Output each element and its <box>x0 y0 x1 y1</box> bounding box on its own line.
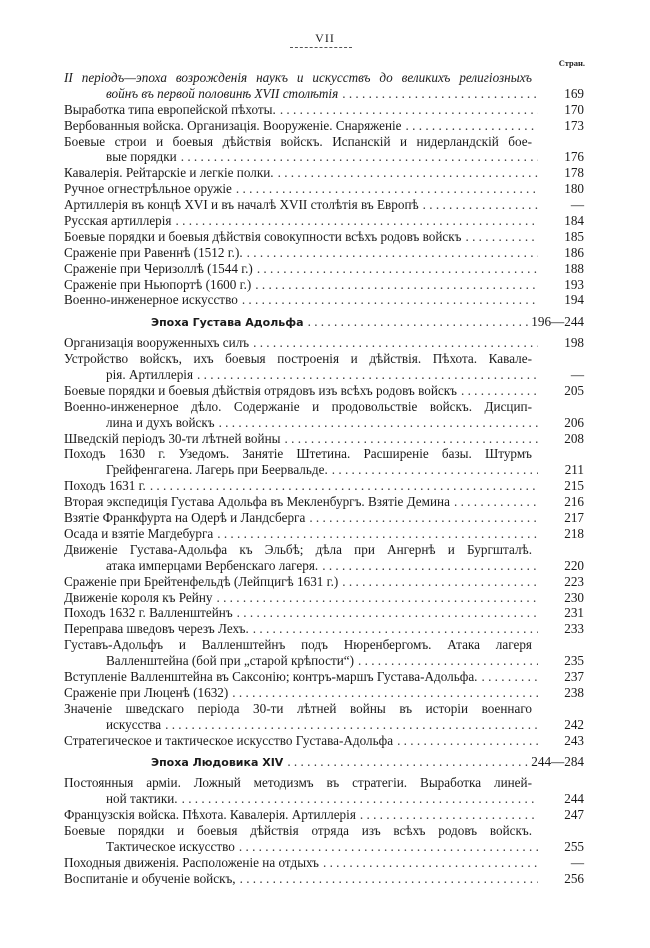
page-number: 184 <box>564 213 584 229</box>
dot-leader <box>309 510 538 526</box>
dot-leader <box>253 335 538 351</box>
page-number: — <box>570 197 584 213</box>
toc-line <box>64 494 584 510</box>
entry-text: Французскія войска. Пѣхота. Кавалерія. Артиллерія <box>64 807 356 823</box>
page-number: 185 <box>564 228 584 244</box>
entry-text: ной тактики. <box>106 791 178 807</box>
entry-text: Боевые порядки и боевыя дѣйствія совокупности всѣхъ родовъ войскъ <box>64 228 462 244</box>
dot-leader <box>181 149 538 165</box>
toc-line <box>64 351 584 367</box>
toc-entry <box>64 70 584 102</box>
page-number: 220 <box>564 557 584 573</box>
entry-text: Вербованныя войска. Организація. Вооруженіе. Снаряженіе <box>64 117 402 133</box>
toc-entry <box>64 871 584 887</box>
toc-entry <box>64 197 584 213</box>
entry-text: войнъ въ первой половинѣ XVII столѣтія <box>106 85 339 101</box>
entry-text: Сраженіе при Ньюпортѣ (1600 г.) <box>64 276 252 292</box>
toc-entry <box>64 446 584 478</box>
toc-line <box>64 558 584 574</box>
dot-leader <box>454 494 538 510</box>
toc-line <box>64 86 584 102</box>
entry-text: Организація вооруженныхъ силъ <box>64 335 250 351</box>
toc-line <box>64 102 584 118</box>
toc-line <box>64 526 584 542</box>
entry-text: Шведскій періодъ 30-ти лѣтней войны <box>64 430 281 446</box>
entry-text: Боевые порядки и боевыя дѣйствія отряда изъ всѣхъ родовъ войскъ. <box>64 822 532 838</box>
page-number: 256 <box>564 870 584 886</box>
dot-leader <box>308 314 530 330</box>
dot-leader <box>239 839 538 855</box>
dot-leader <box>423 197 538 213</box>
entry-text: Движеніе Густава-Адольфа къ Эльбѣ; дѣла при Ангернѣ и Бургшталѣ. <box>64 541 532 557</box>
dot-leader <box>232 685 538 701</box>
toc-line <box>64 134 584 150</box>
toc-entry <box>64 574 584 590</box>
entry-text: Воспитаніе и обученіе войскъ, <box>64 870 236 886</box>
dot-leader <box>242 292 538 308</box>
dot-leader <box>323 855 538 871</box>
toc-line <box>64 701 584 717</box>
toc-entry <box>64 383 584 399</box>
section-page-range: 244—284 <box>531 754 584 770</box>
entry-text: Движеніе короля къ Рейну <box>64 589 213 605</box>
toc-entry <box>64 542 584 574</box>
section-title: Эпоха Густава Адольфа <box>151 316 304 330</box>
toc-entry <box>64 181 584 197</box>
toc-line <box>64 574 584 590</box>
toc-line <box>64 462 584 478</box>
toc-entry <box>64 245 584 261</box>
page-number: 193 <box>564 276 584 292</box>
entry-text: Кавалерія. Рейтарскіе и легкіе полки. <box>64 165 274 181</box>
toc-line <box>64 149 584 165</box>
toc-line <box>64 118 584 134</box>
toc-entry <box>64 855 584 871</box>
page-number: 180 <box>564 181 584 197</box>
entry-text: Сраженіе при Черизоллѣ (1544 г.) <box>64 260 253 276</box>
entry-text: Осада и взятіе Магдебурга <box>64 525 214 541</box>
toc-entry <box>64 823 584 855</box>
dot-leader <box>406 118 538 134</box>
dot-leader <box>278 165 538 181</box>
page-number: 186 <box>564 244 584 260</box>
entry-text: Грейфенгагена. Лагерь при Беервальде. <box>106 462 328 478</box>
entry-text: лина и духъ войскъ <box>106 414 215 430</box>
dot-leader <box>332 462 538 478</box>
toc-line <box>64 383 584 399</box>
page-number: 231 <box>564 605 584 621</box>
toc-entry <box>64 733 584 749</box>
folio-divider <box>290 47 352 48</box>
toc-entry <box>64 118 584 134</box>
toc-line <box>64 605 584 621</box>
page-number: 242 <box>564 716 584 732</box>
dot-leader <box>182 791 538 807</box>
dot-leader <box>255 277 538 293</box>
entry-text: Стратегическое и тактическое искусство Густава-Адольфа <box>64 732 394 748</box>
dot-leader <box>481 669 538 685</box>
toc-entry <box>64 685 584 701</box>
toc-entry <box>64 229 584 245</box>
toc-line <box>64 197 584 213</box>
toc-line <box>64 335 584 351</box>
table-of-contents <box>64 70 584 887</box>
page-column-header: Стран. <box>558 58 585 68</box>
entry-text: Вступленіе Валленштейна въ Саксонію; контръ-маршъ Густава-Адольфа. <box>64 668 478 684</box>
toc-line <box>64 839 584 855</box>
dot-leader <box>287 754 529 770</box>
page-number: 176 <box>564 149 584 165</box>
dot-leader <box>240 871 538 887</box>
entry-text: Сраженіе при Брейтенфельдѣ (Лейпцигѣ 1631 г.) <box>64 573 339 589</box>
entry-text: II періодъ—эпоха возрожденія наукъ и искусствъ до великихъ религіозныхъ <box>64 70 532 85</box>
entry-text: Военно-инженерное искусство <box>64 292 238 308</box>
toc-line <box>64 277 584 293</box>
toc-line <box>64 446 584 462</box>
toc-entry <box>64 701 584 733</box>
page-number: 208 <box>564 430 584 446</box>
toc-line <box>64 669 584 685</box>
dot-leader <box>237 605 538 621</box>
toc-entry <box>64 165 584 181</box>
entry-text: Переправа шведовъ черезъ Лехъ. <box>64 621 249 637</box>
section-title: Эпоха Людовика XIV <box>151 756 284 770</box>
toc-line <box>64 70 584 86</box>
toc-line <box>64 292 584 308</box>
page-number: 188 <box>564 260 584 276</box>
entry-text: Походъ 1632 г. Валленштейнъ <box>64 605 233 621</box>
toc-entry <box>64 494 584 510</box>
toc-line <box>64 367 584 383</box>
toc-entry <box>64 335 584 351</box>
page-number: 173 <box>564 117 584 133</box>
page-number: 230 <box>564 589 584 605</box>
dot-leader <box>342 86 538 102</box>
toc-line <box>64 431 584 447</box>
page-number: 206 <box>564 414 584 430</box>
entry-text: Валленштейна (бой при „старой крѣпости“) <box>106 653 355 669</box>
page-number: 215 <box>564 478 584 494</box>
toc-line <box>64 653 584 669</box>
toc-entry <box>64 292 584 308</box>
toc-entry <box>64 102 584 118</box>
page-number: 170 <box>564 101 584 117</box>
section-page-range: 196—244 <box>531 314 584 330</box>
page-number: 211 <box>564 462 584 478</box>
toc-line <box>64 733 584 749</box>
dot-leader <box>150 478 538 494</box>
dot-leader <box>253 621 538 637</box>
page-number: 223 <box>564 573 584 589</box>
toc-line <box>64 399 584 415</box>
toc-entry <box>64 605 584 621</box>
page-number: 216 <box>564 494 584 510</box>
page-number: 237 <box>564 668 584 684</box>
page-number: 233 <box>564 621 584 637</box>
dot-leader <box>465 229 538 245</box>
toc-entry <box>64 621 584 637</box>
entry-text: Походъ 1631 г. <box>64 478 146 494</box>
entry-text: Выработка типа европейской пѣхоты. <box>64 101 276 117</box>
entry-text: Устройство войскъ, ихъ боевыя построенія и дѣйствія. Пѣхота. Кавале- <box>64 351 532 367</box>
dot-leader <box>236 181 538 197</box>
toc-line <box>64 621 584 637</box>
dot-leader <box>247 245 538 261</box>
entry-text: Постоянныя арміи. Ложный методизмъ въ стратегіи. Выработка линей- <box>64 775 532 791</box>
toc-entry <box>64 351 584 383</box>
entry-text: искусства <box>106 716 162 732</box>
page-number: — <box>570 854 584 870</box>
toc-line <box>64 245 584 261</box>
toc-entry <box>64 637 584 669</box>
toc-line <box>64 510 584 526</box>
toc-line <box>64 590 584 606</box>
toc-line <box>64 637 584 653</box>
toc-line <box>64 871 584 887</box>
entry-text: Густавъ-Адольфъ и Валленштейнъ подъ Нюренбергомъ. Атака лагеря <box>64 637 532 653</box>
entry-text: Походъ 1630 г. Узедомъ. Занятіе Штетина. Расширеніе базы. Штурмъ <box>64 446 532 462</box>
entry-text: Походныя движенія. Расположеніе на отдыхъ <box>64 854 319 870</box>
toc-line <box>64 807 584 823</box>
toc-entry <box>64 213 584 229</box>
toc-entry <box>64 510 584 526</box>
page-number: 218 <box>564 525 584 541</box>
toc-line <box>64 717 584 733</box>
entry-text: Сраженіе при Равеннѣ (1512 г.). <box>64 244 243 260</box>
entry-text: Сраженіе при Люценѣ (1632) <box>64 684 229 700</box>
toc-line <box>64 855 584 871</box>
dot-leader <box>217 526 538 542</box>
entry-text: атака имперцами Вербенскаго лагеря. <box>106 557 319 573</box>
entry-text: вые порядки <box>106 149 177 165</box>
dot-leader <box>358 653 538 669</box>
toc-line <box>64 229 584 245</box>
toc-line <box>64 791 584 807</box>
toc-entry <box>64 775 584 807</box>
page-number: 217 <box>564 510 584 526</box>
entry-text: Артиллерія въ концѣ XVI и въ началѣ XVII столѣтія въ Европѣ <box>64 197 419 213</box>
dot-leader <box>342 574 538 590</box>
toc-entry <box>64 277 584 293</box>
toc-entry <box>64 399 584 431</box>
page-number: 244 <box>564 791 584 807</box>
page-number: 194 <box>564 292 584 308</box>
toc-line <box>64 478 584 494</box>
entry-text: рія. Артиллерія <box>106 367 194 383</box>
toc-entry <box>64 431 584 447</box>
entry-text: Взятіе Франкфурта на Одерѣ и Ландсберга <box>64 510 306 526</box>
dot-leader <box>280 102 538 118</box>
page-number: 247 <box>564 807 584 823</box>
entry-text: Военно-инженерное дѣло. Содержаніе и продовольствіе войскъ. Дисцип- <box>64 398 532 414</box>
page-number: 243 <box>564 732 584 748</box>
page-number: 255 <box>564 838 584 854</box>
page-number: 205 <box>564 382 584 398</box>
toc-entry <box>64 261 584 277</box>
toc-line <box>64 213 584 229</box>
toc-entry <box>64 669 584 685</box>
dot-leader <box>285 431 539 447</box>
entry-text: Русская артиллерія <box>64 213 172 229</box>
dot-leader <box>360 807 538 823</box>
entry-text: Тактическое искусство <box>106 838 235 854</box>
toc-line <box>64 823 584 839</box>
page-folio: VII <box>315 31 335 45</box>
dot-leader <box>219 415 538 431</box>
toc-line <box>64 542 584 558</box>
toc-entry <box>64 807 584 823</box>
dot-leader <box>397 733 538 749</box>
toc-entry <box>64 478 584 494</box>
dot-leader <box>322 558 538 574</box>
section-heading <box>64 314 584 330</box>
page-number: — <box>570 367 584 383</box>
toc-line <box>64 685 584 701</box>
page-number: 238 <box>564 684 584 700</box>
page-number: 198 <box>564 335 584 351</box>
toc-entry <box>64 590 584 606</box>
toc-line <box>64 775 584 791</box>
entry-text: Боевые порядки и боевыя дѣйствія отрядовъ изъ всѣхъ родовъ войскъ <box>64 382 457 398</box>
page-number: 169 <box>564 85 584 101</box>
page-number: 235 <box>564 653 584 669</box>
dot-leader <box>461 383 538 399</box>
dot-leader <box>257 261 538 277</box>
toc-line <box>64 181 584 197</box>
page-number: 178 <box>564 165 584 181</box>
section-heading <box>64 754 584 770</box>
dot-leader <box>197 367 538 383</box>
toc-entry <box>64 526 584 542</box>
toc-line <box>64 165 584 181</box>
dot-leader <box>165 717 538 733</box>
dot-leader <box>176 213 539 229</box>
entry-text: Боевые строи и боевыя дѣйствія войскъ. Испанскій и нидерландскій бое- <box>64 133 532 149</box>
entry-text: Вторая экспедиція Густава Адольфа въ Мекленбургъ. Взятіе Демина <box>64 494 450 510</box>
toc-line <box>64 261 584 277</box>
toc-line <box>64 415 584 431</box>
entry-text: Значеніе шведскаго періода 30-ти лѣтней войны въ исторіи военнаго <box>64 700 532 716</box>
toc-entry <box>64 134 584 166</box>
dot-leader <box>216 590 538 606</box>
entry-text: Ручное огнестрѣльное оружіе <box>64 181 232 197</box>
